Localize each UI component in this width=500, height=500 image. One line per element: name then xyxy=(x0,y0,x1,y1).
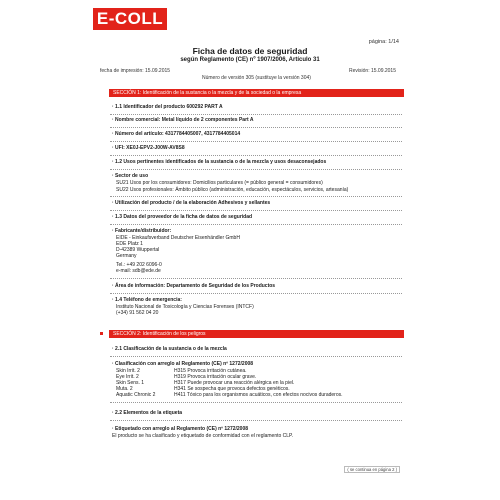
hazard-statement: H317 Puede provocar una reacción alérgica en la piel. xyxy=(174,380,295,386)
divider xyxy=(110,141,402,142)
divider xyxy=(110,127,402,128)
divider xyxy=(110,114,402,115)
company-city: D-42389 Wuppertal xyxy=(116,247,160,253)
section-2-bar: SECCIÓN 2: Identificación de los peligros xyxy=(109,330,404,338)
company-email[interactable]: e-mail: sdb@ede.de xyxy=(116,268,161,274)
document-subtitle: según Reglamento (CE) nº 1907/2006, Artículo 31 xyxy=(180,57,320,63)
clp-labelling-text: El producto se ha clasificado y etiquetado de conformidad con el reglamento CLP. xyxy=(112,433,294,439)
product-identifier: · 1.1 Identificador del producto 600292 PART A xyxy=(112,104,223,110)
print-date: fecha de impresión: 15.09.2015 xyxy=(100,68,171,74)
hazard-class: Skin Irrit. 2 xyxy=(116,368,140,374)
version-number: Número de versión 305 (sustituye la versión 304) xyxy=(202,75,311,81)
hazard-class: Muta. 2 xyxy=(116,386,133,392)
clp-classification-heading: · Clasificación con arreglo al Reglamento (CE) nº 1272/2008 xyxy=(112,361,254,367)
divider xyxy=(110,278,402,279)
hazard-statement: H341 Se sospecha que provoca defectos genéticos. xyxy=(174,386,290,392)
hazard-statement: H315 Provoca irritación cutánea. xyxy=(174,368,247,374)
clp-labelling-heading: · Etiquetado con arreglo al Reglamento (CE) nº 1272/2008 xyxy=(112,426,249,432)
emergency-number: (+34) 91 562 04 20 xyxy=(116,310,159,316)
section-marker xyxy=(100,332,103,335)
divider xyxy=(110,155,402,156)
divider xyxy=(110,293,402,294)
information-area: · Área de información: Departamento de Seguridad de los Productos xyxy=(112,283,276,289)
ufi-code: · UFI: XE0J-EPV2-J00W-AV8S8 xyxy=(112,145,185,151)
page-number: página: 1/14 xyxy=(368,39,399,45)
company-country: Germany xyxy=(116,253,137,259)
hazard-statement: H411 Tóxico para los organismos acuáticos, con efectos nocivos duraderos. xyxy=(174,392,343,398)
use-su22: SU22 Usos profesionales: Ámbito público (administración, educación, espectáculos, servicios, artesanía) xyxy=(116,187,349,193)
product-use: · Utilización del producto / de la elaboración Adhesivos y sellantes xyxy=(112,200,271,206)
article-number: · Número del artículo: 4317784405007, 4317784405014 xyxy=(112,131,241,137)
revision-date: Revisión: 15.09.2015 xyxy=(349,68,396,74)
continued-note: ( se continua en página 2 ) xyxy=(344,466,400,473)
uses-heading: · 1.2 Usos pertinentes identificados de la sustancia o de la mezcla y usos desaconsejados xyxy=(112,159,327,165)
company-phone: Tel.: +49 202 6096-0 xyxy=(116,262,162,268)
divider xyxy=(110,420,402,421)
hazard-class: Skin Sens. 1 xyxy=(116,380,145,386)
hazard-class: Aquatic Chronic 2 xyxy=(116,392,156,398)
classification-heading: · 2.1 Clasificación de la sustancia o de la mezcla xyxy=(112,346,227,352)
divider xyxy=(110,224,402,225)
hazard-statement: H319 Provoca irritación ocular grave. xyxy=(174,374,257,380)
section-1-bar: SECCIÓN 1: Identificación de la sustancia o la mezcla y de la sociedad o la empresa xyxy=(109,89,404,97)
supplier-heading: · 1.3 Datos del proveedor de la ficha de datos de seguridad xyxy=(112,214,253,220)
company-logo: E-COLL xyxy=(93,8,167,30)
document-title: Ficha de datos de seguridad xyxy=(192,46,308,56)
divider xyxy=(110,356,402,357)
divider xyxy=(110,196,402,197)
trade-name: · Nombre comercial: Metal líquido de 2 componentes Part A xyxy=(112,117,254,123)
emergency-phone-heading: · 1.4 Teléfono de emergencia: xyxy=(112,297,182,303)
company-street: EDE Platz 1 xyxy=(116,241,143,247)
label-elements-heading: · 2.2 Elementos de la etiqueta xyxy=(112,410,183,416)
company-name: EIDE - Einkaufsverband Deutscher Eisenhändler GmbH xyxy=(116,235,240,241)
emergency-institute: Instituto Nacional de Toxicología y Ciencias Forenses (INTCF) xyxy=(116,304,254,310)
divider xyxy=(110,169,402,170)
divider xyxy=(110,402,402,403)
manufacturer-heading: · Fabricante/distribuidor: xyxy=(112,228,172,234)
use-su21: SU21 Usos por los consumidores: Domicilios particulares (= público general = consumidores) xyxy=(116,180,323,186)
use-sector-heading: · Sector de uso xyxy=(112,173,149,179)
hazard-class: Eye Irrit. 2 xyxy=(116,374,139,380)
divider xyxy=(110,210,402,211)
